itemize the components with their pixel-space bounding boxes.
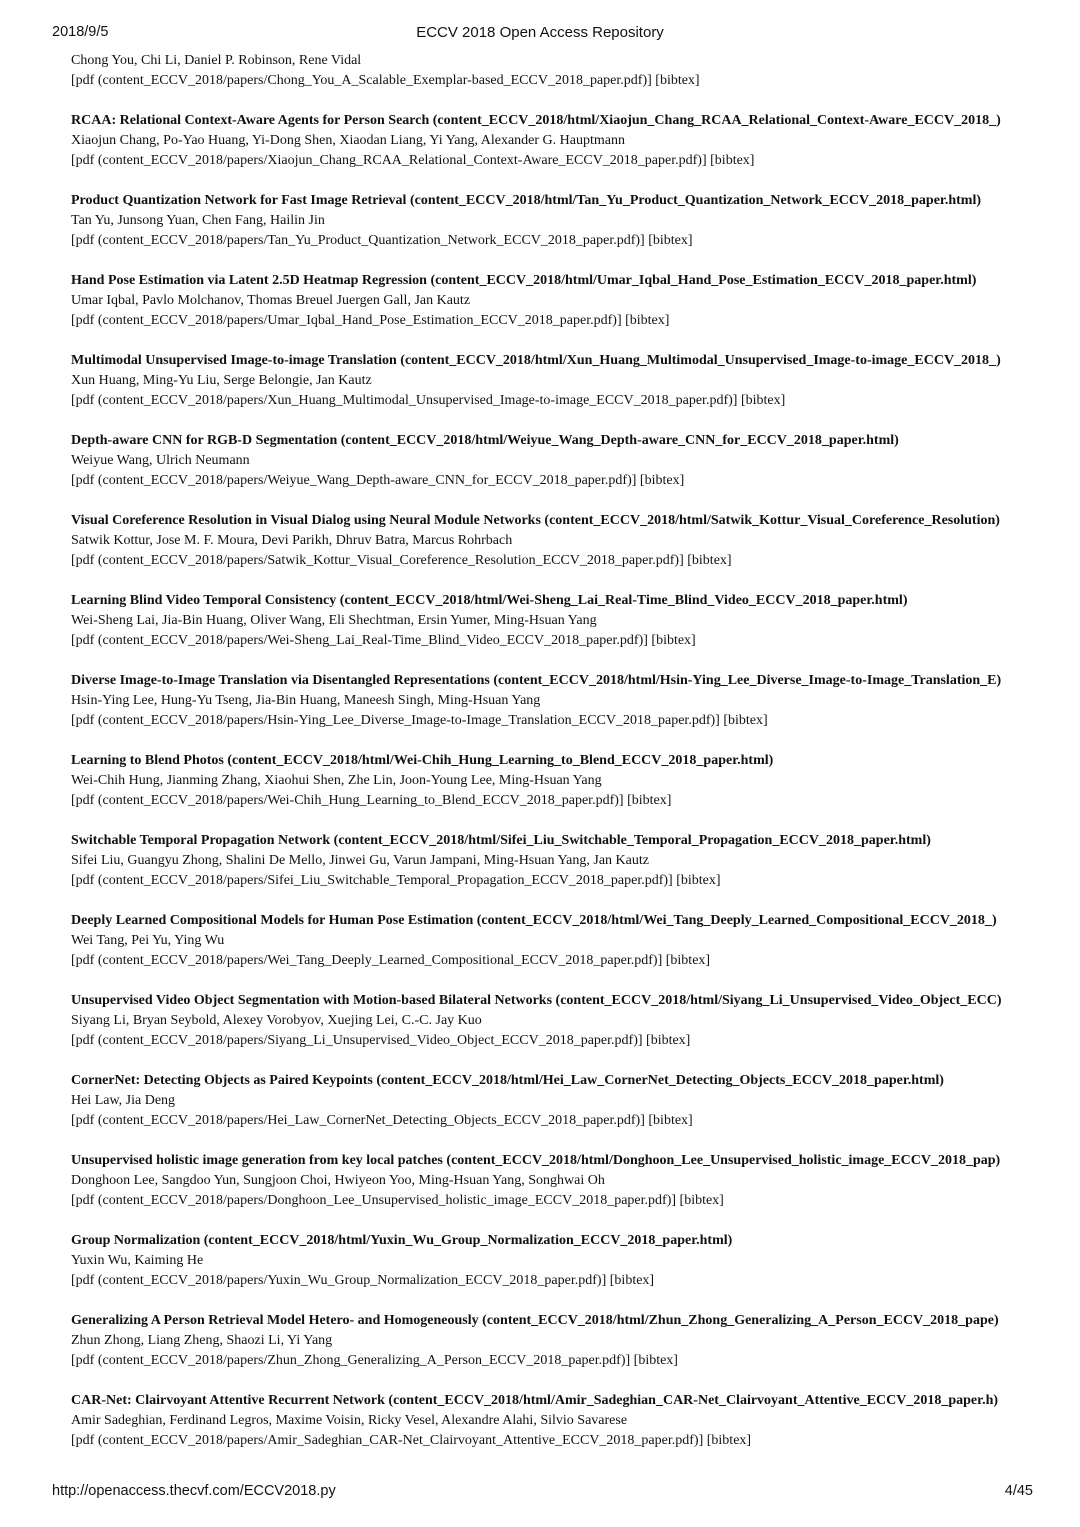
paper-html-link[interactable]: content_ECCV_2018/html/Umar_Iqbal_Hand_Pose_Estimation_ECCV_2018_paper.html: [435, 273, 972, 288]
paper-entry: [71, 751, 1033, 811]
pdf-path: content_ECCV_2018/papers/Chong_You_A_Scalable_Exemplar-based_ECCV_2018_paper.pdf: [102, 73, 643, 88]
paper-html-link-text: (: [552, 993, 561, 1008]
paper-links: [pdf (content_ECCV_2018/papers/Zhun_Zhong_Generalizing_A_Person_ECCV_2018_paper.pdf)] [bibtex]: [71, 1353, 678, 1368]
pdf-link[interactable]: pdf (content_ECCV_2018/papers/Yuxin_Wu_Group_Normalization_ECCV_2018_paper.pdf): [75, 1273, 602, 1288]
paper-html-link[interactable]: content_ECCV_2018/html/Donghoon_Lee_Unsupervised_holistic_image_ECCV_2018_pap: [451, 1153, 996, 1168]
pdf-path: content_ECCV_2018/papers/Hei_Law_CornerNet_Detecting_Objects_ECCV_2018_paper.pdf: [102, 1113, 636, 1128]
paper-authors: Wei-Chih Hung, Jianming Zhang, Xiaohui Shen, Zhe Lin, Joon-Young Lee, Ming-Hsuan Yang: [71, 773, 602, 788]
page-number: 4/45: [1004, 1483, 1033, 1499]
bibtex-link[interactable]: [bibtex]: [648, 233, 693, 248]
bibtex-link[interactable]: [bibtex]: [646, 1033, 691, 1048]
paper-authors: Xiaojun Chang, Po-Yao Huang, Yi-Dong Shen, Xiaodan Liang, Yi Yang, Alexander G. Hauptmann: [71, 133, 625, 148]
paper-html-close: ): [768, 753, 774, 768]
paper-authors: Sifei Liu, Guangyu Zhong, Shalini De Mello, Jinwei Gu, Varun Jampani, Ming-Hsuan Yang, Jan Kautz: [71, 853, 649, 868]
pdf-link[interactable]: pdf (content_ECCV_2018/papers/Hsin-Ying_Lee_Diverse_Image-to-Image_Translation_ECCV_2018_paper.pdf): [75, 713, 716, 728]
print-date: 2018/9/5: [52, 24, 109, 40]
paper-title-line: [71, 271, 1033, 291]
paper-title-line: [71, 671, 1033, 691]
bibtex-link[interactable]: [bibtex]: [679, 1193, 724, 1208]
pdf-link[interactable]: pdf (content_ECCV_2018/papers/Sifei_Liu_Switchable_Temporal_Propagation_ECCV_2018_paper.pdf): [75, 873, 669, 888]
paper-title-link[interactable]: Switchable Temporal Propagation Network: [71, 833, 331, 848]
paper-title-link[interactable]: Unsupervised holistic image generation from key local patches: [71, 1153, 443, 1168]
paper-title-line: [71, 831, 1033, 851]
paper-html-link[interactable]: content_ECCV_2018/html/Weiyue_Wang_Depth-aware_CNN_for_ECCV_2018_paper.html: [345, 433, 895, 448]
paper-links: [pdf (content_ECCV_2018/papers/Xiaojun_Chang_RCAA_Relational_Context-Aware_ECCV_2018_paper.pdf)] [bibtex]: [71, 153, 755, 168]
paper-title-line: [71, 1391, 1033, 1411]
pdf-path: content_ECCV_2018/papers/Amir_Sadeghian_CAR-Net_Clairvoyant_Attentive_ECCV_2018_paper.pdf: [102, 1433, 694, 1448]
paper-html-link-text: (: [406, 193, 415, 208]
paper-html-link-text: (: [200, 1233, 209, 1248]
paper-html-link-text: (: [426, 273, 436, 288]
pdf-path: content_ECCV_2018/papers/Umar_Iqbal_Hand_Pose_Estimation_ECCV_2018_paper.pdf: [102, 313, 613, 328]
bibtex-link[interactable]: [bibtex]: [740, 393, 786, 408]
bibtex-link[interactable]: [bibtex]: [710, 153, 755, 168]
bibtex-link[interactable]: [bibtex]: [651, 633, 696, 648]
pdf-path: content_ECCV_2018/papers/Tan_Yu_Product_Quantization_Network_ECCV_2018_paper.pdf: [102, 233, 636, 248]
paper-html-close: ): [976, 193, 982, 208]
paper-html-link[interactable]: content_ECCV_2018/html/Wei-Chih_Hung_Learning_to_Blend_ECCV_2018_paper.html: [232, 753, 769, 768]
pdf-path: content_ECCV_2018/papers/Wei-Chih_Hung_Learning_to_Blend_ECCV_2018_paper.pdf: [102, 793, 615, 808]
pdf-path: content_ECCV_2018/papers/Siyang_Li_Unsupervised_Video_Object_ECCV_2018_paper.pdf: [102, 1033, 634, 1048]
paper-html-link-text: (: [336, 593, 345, 608]
pdf-link[interactable]: pdf (content_ECCV_2018/papers/Zhun_Zhong_Generalizing_A_Person_ECCV_2018_paper.pdf): [75, 1353, 626, 1368]
paper-entry: [71, 671, 1033, 731]
paper-html-close: ): [894, 433, 899, 448]
paper-html-link[interactable]: content_ECCV_2018/html/Hsin-Ying_Lee_Diverse_Image-to-Image_Translation_E: [497, 673, 997, 688]
paper-entry: [71, 191, 1033, 251]
paper-authors: Chong You, Chi Li, Daniel P. Robinson, Rene Vidal: [71, 53, 362, 68]
pdf-link[interactable]: pdf (content_ECCV_2018/papers/Siyang_Li_Unsupervised_Video_Object_ECCV_2018_paper.pdf): [75, 1033, 638, 1048]
paper-title-line: [71, 991, 1033, 1011]
pdf-link[interactable]: pdf (content_ECCV_2018/papers/Tan_Yu_Product_Quantization_Network_ECCV_2018_paper.pdf): [75, 233, 641, 248]
pdf-link[interactable]: pdf (content_ECCV_2018/papers/Wei-Chih_Hung_Learning_to_Blend_ECCV_2018_paper.pdf): [75, 793, 619, 808]
paper-authors: Xun Huang, Ming-Yu Liu, Serge Belongie, Jan Kautz: [71, 373, 372, 388]
paper-html-close: ): [727, 1233, 733, 1248]
paper-entry: [71, 111, 1033, 171]
paper-title-line: [71, 751, 1033, 771]
paper-title-line: [71, 111, 1033, 131]
paper-authors: Wei-Sheng Lai, Jia-Bin Huang, Oliver Wang, Eli Shechtman, Ersin Yumer, Ming-Hsuan Yang: [71, 613, 597, 628]
bibtex-link[interactable]: [bibtex]: [723, 713, 768, 728]
paper-title-link[interactable]: Hand Pose Estimation via Latent 2.5D Heatmap Regression: [71, 273, 427, 288]
paper-title-link[interactable]: Multimodal Unsupervised Image-to-image Translation: [71, 353, 397, 368]
paper-authors: Wei Tang, Pei Yu, Ying Wu: [71, 933, 225, 948]
paper-html-close: ): [939, 1073, 944, 1088]
paper-title-line: [71, 351, 1033, 371]
paper-entry: [71, 831, 1033, 891]
paper-title-link[interactable]: CAR-Net: Clairvoyant Attentive Recurrent Network: [71, 1393, 385, 1408]
pdf-link[interactable]: pdf (content_ECCV_2018/papers/Wei-Sheng_Lai_Real-Time_Blind_Video_ECCV_2018_paper.pdf): [75, 633, 644, 648]
bibtex-link[interactable]: [bibtex]: [665, 953, 711, 968]
paper-html-link[interactable]: content_ECCV_2018/html/Siyang_Li_Unsupervised_Video_Object_ECC: [560, 993, 997, 1008]
paper-authors: Weiyue Wang, Ulrich Neumann: [71, 453, 250, 468]
paper-html-link[interactable]: content_ECCV_2018/html/Xiaojun_Chang_RCAA_Relational_Context-Aware_ECCV_2018_: [437, 113, 997, 128]
paper-html-link[interactable]: content_ECCV_2018/html/Amir_Sadeghian_CAR-Net_Clairvoyant_Attentive_ECCV_2018_paper.h: [393, 1393, 994, 1408]
paper-links: [pdf (content_ECCV_2018/papers/Siyang_Li_Unsupervised_Video_Object_ECCV_2018_paper.pdf)] [bibtex]: [71, 1033, 691, 1048]
paper-html-link-text: (: [473, 913, 482, 928]
bibtex-link[interactable]: [bibtex]: [625, 313, 670, 328]
paper-entry: [71, 1311, 1033, 1371]
paper-html-close: ): [926, 833, 931, 848]
paper-title-line: [71, 431, 1033, 451]
paper-entry: [71, 351, 1033, 411]
pdf-path: content_ECCV_2018/papers/Yuxin_Wu_Group_Normalization_ECCV_2018_paper.pdf: [102, 1273, 597, 1288]
paper-entry: [71, 511, 1033, 571]
paper-html-close: ): [996, 113, 1001, 128]
paper-entry: [71, 1151, 1033, 1211]
bibtex-link[interactable]: [bibtex]: [633, 1353, 678, 1368]
pdf-link[interactable]: pdf (content_ECCV_2018/papers/Donghoon_Lee_Unsupervised_holistic_image_ECCV_2018_paper.pdf): [75, 1193, 672, 1208]
paper-links: [pdf (content_ECCV_2018/papers/Xun_Huang_Multimodal_Unsupervised_Image-to-image_ECCV_2018_paper.pdf)] [bibtex]: [71, 393, 786, 408]
paper-html-link-text: (: [372, 1073, 382, 1088]
paper-html-link[interactable]: content_ECCV_2018/html/Xun_Huang_Multimodal_Unsupervised_Image-to-image_ECCV_2018_: [404, 353, 997, 368]
pdf-path: content_ECCV_2018/papers/Satwik_Kottur_Visual_Coreference_Resolution_ECCV_2018_paper.pdf: [102, 553, 675, 568]
paper-links: [pdf (content_ECCV_2018/papers/Hsin-Ying_Lee_Diverse_Image-to-Image_Translation_ECCV_2018_paper.pdf)] [bibtex]: [71, 713, 768, 728]
paper-title-link[interactable]: Unsupervised Video Object Segmentation with Motion-based Bilateral Networks: [71, 993, 553, 1008]
paper-html-link[interactable]: content_ECCV_2018/html/Zhun_Zhong_Generalizing_A_Person_ECCV_2018_pape: [486, 1313, 994, 1328]
bibtex-link[interactable]: [bibtex]: [609, 1273, 655, 1288]
paper-html-link-text: (: [478, 1313, 487, 1328]
paper-html-link[interactable]: content_ECCV_2018/html/Yuxin_Wu_Group_Normalization_ECCV_2018_paper.html: [208, 1233, 728, 1248]
bibtex-link[interactable]: [bibtex]: [706, 1433, 752, 1448]
paper-links: [pdf (content_ECCV_2018/papers/Sifei_Liu_Switchable_Temporal_Propagation_ECCV_2018_paper.pdf)] [bibtex]: [71, 873, 721, 888]
paper-authors: Hsin-Ying Lee, Hung-Yu Tseng, Jia-Bin Huang, Maneesh Singh, Ming-Hsuan Yang: [71, 693, 541, 708]
paper-title-link[interactable]: RCAA: Relational Context-Aware Agents for Person Search: [71, 113, 430, 128]
pdf-path: content_ECCV_2018/papers/Sifei_Liu_Switchable_Temporal_Propagation_ECCV_2018_paper.pdf: [102, 873, 664, 888]
paper-authors: Tan Yu, Junsong Yuan, Chen Fang, Hailin Jin: [71, 213, 325, 228]
paper-html-close: ): [993, 1393, 999, 1408]
paper-html-link-text: (: [442, 1153, 452, 1168]
paper-html-link[interactable]: content_ECCV_2018/html/Wei-Sheng_Lai_Real-Time_Blind_Video_ECCV_2018_paper.html: [344, 593, 903, 608]
bibtex-link[interactable]: [bibtex]: [655, 73, 700, 88]
page-title: ECCV 2018 Open Access Repository: [416, 24, 664, 41]
footer-url: http://openaccess.thecvf.com/ECCV2018.py: [52, 1483, 336, 1499]
paper-html-link[interactable]: content_ECCV_2018/html/Sifei_Liu_Switchable_Temporal_Propagation_ECCV_2018_paper.html: [338, 833, 927, 848]
paper-authors: Satwik Kottur, Jose M. F. Moura, Devi Parikh, Dhruv Batra, Marcus Rohrbach: [71, 533, 513, 548]
pdf-path: content_ECCV_2018/papers/Weiyue_Wang_Depth-aware_CNN_for_ECCV_2018_paper.pdf: [102, 473, 628, 488]
paper-html-close: ): [995, 1153, 1001, 1168]
pdf-path: content_ECCV_2018/papers/Xun_Huang_Multimodal_Unsupervised_Image-to-image_ECCV_2018_paper.pdf: [102, 393, 729, 408]
pdf-path: content_ECCV_2018/papers/Wei-Sheng_Lai_Real-Time_Blind_Video_ECCV_2018_paper.pdf: [102, 633, 639, 648]
pdf-path: content_ECCV_2018/papers/Wei_Tang_Deeply_Learned_Compositional_ECCV_2018_paper.pdf: [102, 953, 653, 968]
paper-html-close: ): [996, 353, 1001, 368]
paper-title-link[interactable]: Depth-aware CNN for RGB-D Segmentation: [71, 433, 338, 448]
paper-html-link[interactable]: content_ECCV_2018/html/Wei_Tang_Deeply_Learned_Compositional_ECCV_2018_: [481, 913, 992, 928]
paper-title-link[interactable]: Learning to Blend Photos: [71, 753, 224, 768]
paper-entry: [71, 271, 1033, 331]
paper-authors: Umar Iqbal, Pavlo Molchanov, Thomas Breuel Juergen Gall, Jan Kautz: [71, 293, 471, 308]
pdf-link[interactable]: pdf (content_ECCV_2018/papers/Satwik_Kottur_Visual_Coreference_Resolution_ECCV_2018_paper.pdf): [75, 553, 680, 568]
paper-html-link-text: (: [396, 353, 405, 368]
paper-entry: [71, 1231, 1033, 1291]
paper-title-link[interactable]: Visual Coreference Resolution in Visual Dialog using Neural Module Networks: [71, 513, 541, 528]
paper-html-link-text: (: [330, 833, 339, 848]
paper-html-link-text: (: [223, 753, 233, 768]
paper-html-link[interactable]: content_ECCV_2018/html/Hei_Law_CornerNet_Detecting_Objects_ECCV_2018_paper.html: [381, 1073, 940, 1088]
bibtex-link[interactable]: [bibtex]: [676, 873, 721, 888]
paper-links: [pdf (content_ECCV_2018/papers/Amir_Sadeghian_CAR-Net_Clairvoyant_Attentive_ECCV_2018_paper.pdf)] [bibtex]: [71, 1433, 752, 1448]
paper-links: [pdf (content_ECCV_2018/papers/Weiyue_Wang_Depth-aware_CNN_for_ECCV_2018_paper.pdf)] [bibtex]: [71, 473, 685, 488]
paper-html-close: ): [995, 513, 1000, 528]
paper-links: [pdf (content_ECCV_2018/papers/Donghoon_Lee_Unsupervised_holistic_image_ECCV_2018_paper.pdf)] [bibtex]: [71, 1193, 724, 1208]
paper-entry: [71, 431, 1033, 491]
paper-html-link-text: (: [384, 1393, 394, 1408]
paper-title-line: [71, 1151, 1033, 1171]
paper-links: [pdf (content_ECCV_2018/papers/Yuxin_Wu_Group_Normalization_ECCV_2018_paper.pdf)] [bibtex]: [71, 1273, 655, 1288]
paper-html-close: ): [902, 593, 908, 608]
paper-links: [pdf (content_ECCV_2018/papers/Wei-Chih_Hung_Learning_to_Blend_ECCV_2018_paper.pdf)] [bibtex]: [71, 793, 672, 808]
paper-entries: [71, 111, 1033, 1451]
paper-entry: [71, 1071, 1033, 1131]
paper-links: [pdf (content_ECCV_2018/papers/Chong_You_A_Scalable_Exemplar-based_ECCV_2018_paper.pdf)] [bibtex]: [71, 73, 700, 88]
paper-html-close: ): [996, 993, 1002, 1008]
paper-authors: Donghoon Lee, Sangdoo Yun, Sungjoon Choi, Hwiyeon Yoo, Ming-Hsuan Yang, Songhwai Oh: [71, 1173, 605, 1188]
paper-links: [pdf (content_ECCV_2018/papers/Wei-Sheng_Lai_Real-Time_Blind_Video_ECCV_2018_paper.pdf)] [bibtex]: [71, 633, 696, 648]
paper-title-line: [71, 1071, 1033, 1091]
paper-links: [pdf (content_ECCV_2018/papers/Umar_Iqbal_Hand_Pose_Estimation_ECCV_2018_paper.pdf)] [bibtex]: [71, 313, 670, 328]
pdf-link[interactable]: pdf (content_ECCV_2018/papers/Chong_You_A_Scalable_Exemplar-based_ECCV_2018_paper.pdf): [75, 73, 648, 88]
paper-list: [71, 51, 1033, 1471]
pdf-path: content_ECCV_2018/papers/Xiaojun_Chang_RCAA_Relational_Context-Aware_ECCV_2018_paper.pdf: [102, 153, 698, 168]
paper-title-link[interactable]: Group Normalization: [71, 1233, 201, 1248]
paper-authors: Siyang Li, Bryan Seybold, Alexey Vorobyov, Xuejing Lei, C.-C. Jay Kuo: [71, 1013, 482, 1028]
paper-title-link[interactable]: Product Quantization Network for Fast Image Retrieval: [71, 193, 407, 208]
pdf-link[interactable]: pdf (content_ECCV_2018/papers/Weiyue_Wang_Depth-aware_CNN_for_ECCV_2018_paper.pdf): [75, 473, 632, 488]
pdf-link[interactable]: pdf (content_ECCV_2018/papers/Hei_Law_CornerNet_Detecting_Objects_ECCV_2018_paper.pdf): [75, 1113, 641, 1128]
paper-html-close: ): [971, 273, 977, 288]
paper-links: [pdf (content_ECCV_2018/papers/Satwik_Kottur_Visual_Coreference_Resolution_ECCV_2018_paper.pdf)] [bibtex]: [71, 553, 732, 568]
paper-title-link[interactable]: Diverse Image-to-Image Translation via Disentangled Representations: [71, 673, 490, 688]
paper-entry-partial: [71, 51, 1033, 91]
paper-authors: Yuxin Wu, Kaiming He: [71, 1253, 204, 1268]
paper-html-close: ): [996, 673, 1002, 688]
paper-links: [pdf (content_ECCV_2018/papers/Tan_Yu_Product_Quantization_Network_ECCV_2018_paper.pdf)] [bibtex]: [71, 233, 693, 248]
paper-html-link[interactable]: content_ECCV_2018/html/Tan_Yu_Product_Quantization_Network_ECCV_2018_paper.html: [414, 193, 977, 208]
paper-title-link[interactable]: Deeply Learned Compositional Models for Human Pose Estimation: [71, 913, 474, 928]
paper-html-link-text: (: [540, 513, 550, 528]
paper-html-link[interactable]: content_ECCV_2018/html/Satwik_Kottur_Visual_Coreference_Resolution: [549, 513, 996, 528]
pdf-path: content_ECCV_2018/papers/Zhun_Zhong_Generalizing_A_Person_ECCV_2018_paper.pdf: [102, 1353, 621, 1368]
pdf-link[interactable]: pdf (content_ECCV_2018/papers/Umar_Iqbal_Hand_Pose_Estimation_ECCV_2018_paper.pdf): [75, 313, 617, 328]
paper-html-close: ): [993, 1313, 999, 1328]
paper-title-line: [71, 191, 1033, 211]
pdf-link[interactable]: pdf (content_ECCV_2018/papers/Xiaojun_Chang_RCAA_Relational_Context-Aware_ECCV_2018_paper.pdf): [75, 153, 702, 168]
pdf-link[interactable]: pdf (content_ECCV_2018/papers/Wei_Tang_Deeply_Learned_Compositional_ECCV_2018_paper.pdf): [75, 953, 658, 968]
pdf-link[interactable]: pdf (content_ECCV_2018/papers/Amir_Sadeghian_CAR-Net_Clairvoyant_Attentive_ECCV_2018_paper.pdf): [75, 1433, 699, 1448]
paper-html-link-text: (: [429, 113, 438, 128]
pdf-path: content_ECCV_2018/papers/Hsin-Ying_Lee_Diverse_Image-to-Image_Translation_ECCV_2018_paper.pdf: [102, 713, 711, 728]
paper-html-link-text: (: [489, 673, 498, 688]
paper-title-line: [71, 1311, 1033, 1331]
paper-authors: Amir Sadeghian, Ferdinand Legros, Maxime Voisin, Ricky Vesel, Alexandre Alahi, Silvio Savarese: [71, 1413, 628, 1428]
paper-title-link[interactable]: CornerNet: Detecting Objects as Paired Keypoints: [71, 1073, 373, 1088]
paper-entry: [71, 1391, 1033, 1451]
paper-html-close: ): [991, 913, 997, 928]
paper-authors: Zhun Zhong, Liang Zheng, Shaozi Li, Yi Yang: [71, 1333, 333, 1348]
bibtex-link[interactable]: [bibtex]: [639, 473, 685, 488]
paper-title-line: [71, 511, 1033, 531]
paper-entry: [71, 591, 1033, 651]
pdf-path: content_ECCV_2018/papers/Donghoon_Lee_Unsupervised_holistic_image_ECCV_2018_paper.pdf: [102, 1193, 667, 1208]
paper-entry: [71, 991, 1033, 1051]
paper-links: [pdf (content_ECCV_2018/papers/Wei_Tang_Deeply_Learned_Compositional_ECCV_2018_paper.pdf)] [bibtex]: [71, 953, 711, 968]
paper-title-line: [71, 911, 1033, 931]
paper-title-line: [71, 1231, 1033, 1251]
bibtex-link[interactable]: [bibtex]: [687, 553, 732, 568]
paper-title-link[interactable]: Generalizing A Person Retrieval Model Hetero- and Homogeneously: [71, 1313, 479, 1328]
paper-entry: [71, 911, 1033, 971]
paper-links: [pdf (content_ECCV_2018/papers/Hei_Law_CornerNet_Detecting_Objects_ECCV_2018_paper.pdf)] [bibtex]: [71, 1113, 693, 1128]
paper-html-link-text: (: [337, 433, 346, 448]
paper-title-line: [71, 591, 1033, 611]
bibtex-link[interactable]: [bibtex]: [627, 793, 672, 808]
pdf-link[interactable]: pdf (content_ECCV_2018/papers/Xun_Huang_Multimodal_Unsupervised_Image-to-image_ECCV_2018_paper.pdf): [75, 393, 733, 408]
paper-title-link[interactable]: Learning Blind Video Temporal Consistency: [71, 593, 337, 608]
paper-authors: Hei Law, Jia Deng: [71, 1093, 176, 1108]
bibtex-link[interactable]: [bibtex]: [648, 1113, 693, 1128]
